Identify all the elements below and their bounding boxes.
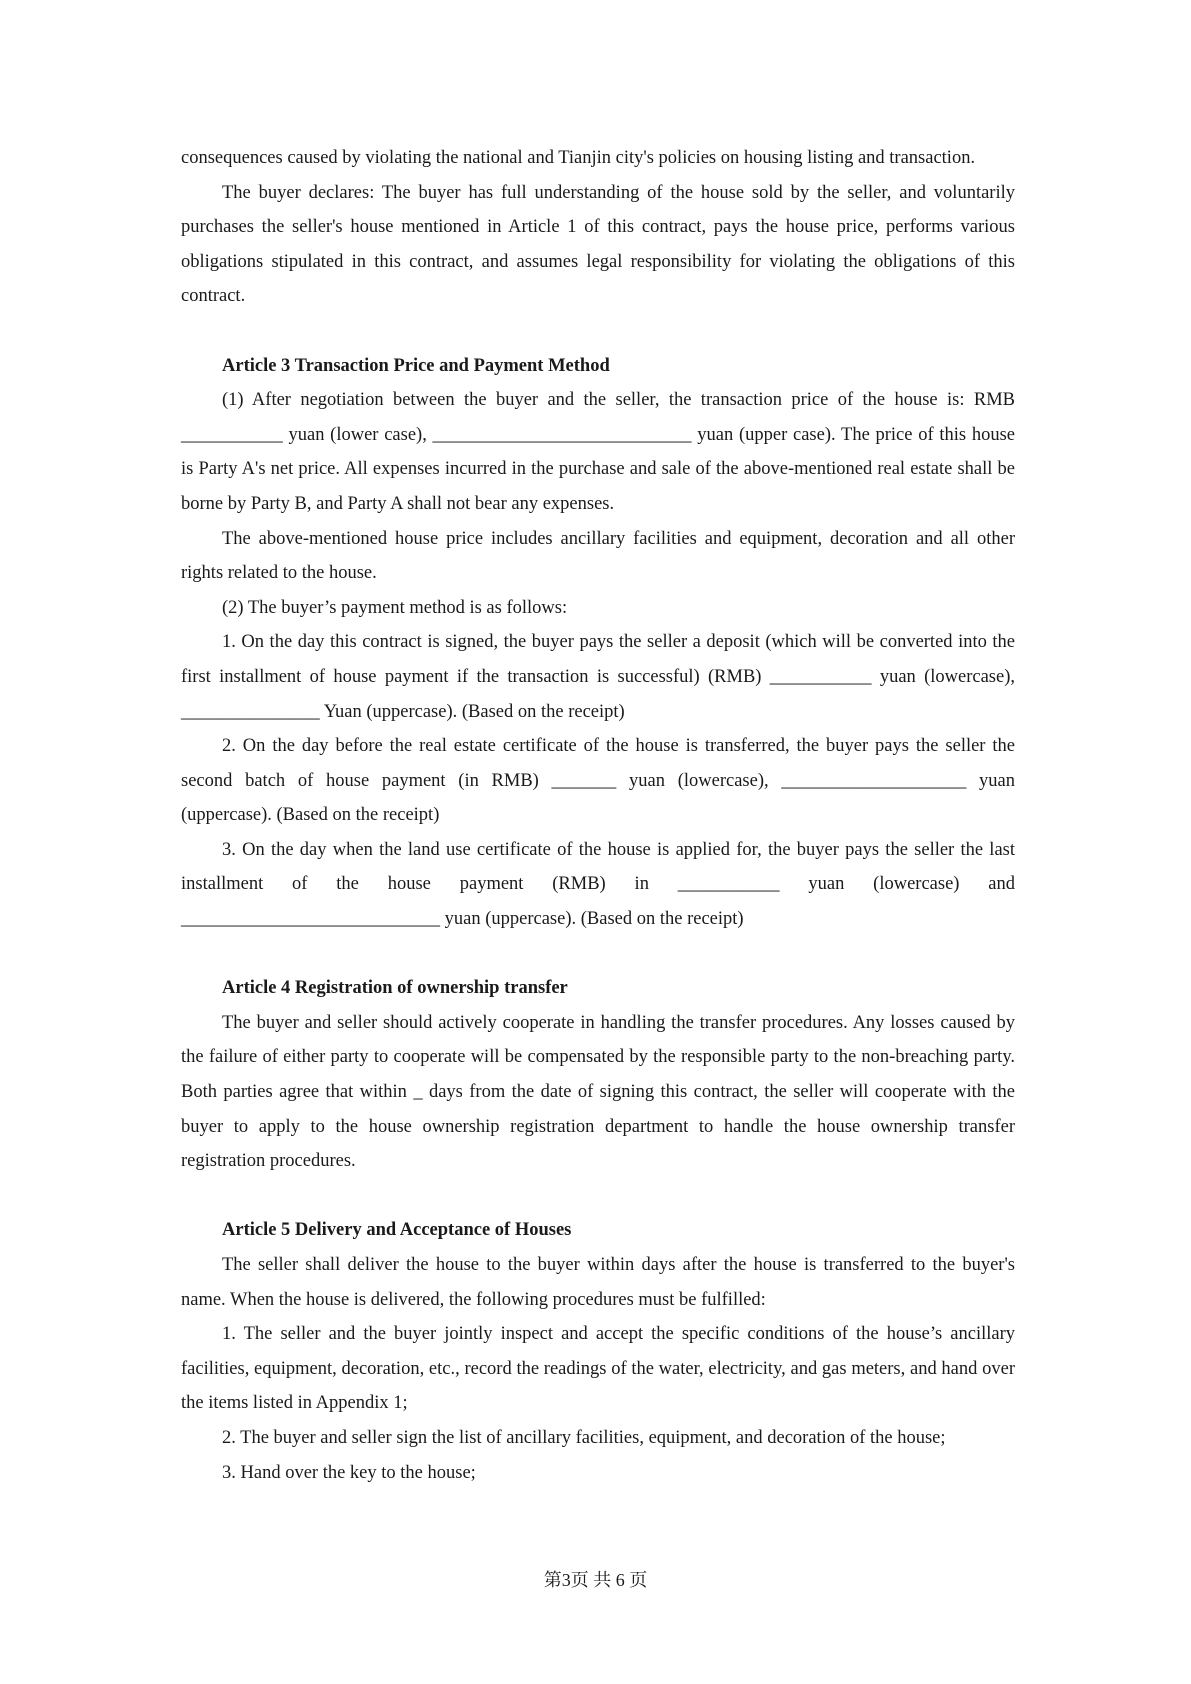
page-number-footer: 第3页 共 6 页 xyxy=(543,1570,648,1590)
buyer-declaration-paragraph: The buyer declares: The buyer has full understanding of the house sold by the seller, and voluntarily purchases the seller's house mentioned in Article 1 of this contract, pays the house price, performs various obligations stipulated in this contract, and assumes legal responsibility for violating the obligations of this contract. xyxy=(181,182,1015,307)
continuation-paragraph: consequences caused by violating the national and Tianjin city's policies on housing listing and transaction. xyxy=(181,148,976,168)
article-3-paragraph-1: (1) After negotiation between the buyer and the seller, the transaction price of the house is: RMB ___________ yuan (lower case), ____________________________ yuan (upper case). The price of this house is Party A's net price. All expenses incurred in the purchase and sale of the above-mentioned real estate shall be borne by Party B, and Party A shall not bear any expenses. xyxy=(181,390,1015,514)
article-5-paragraph-3: 2. The buyer and seller sign the list of ancillary facilities, equipment, and decoration of the house; xyxy=(222,1427,946,1448)
article-3-paragraph-2: The above-mentioned house price includes ancillary facilities and equipment, decoration and all other rights related to the house. xyxy=(181,528,1015,584)
article-3-paragraph-4: 1. On the day this contract is signed, the buyer pays the seller a deposit (which will be converted into the first installment of house payment if the transaction is successful) (RMB) ___________ yuan (lowercase), _______________ Yuan (uppercase). (Based on the receipt) xyxy=(181,632,1015,722)
article-4-heading: Article 4 Registration of ownership transfer xyxy=(222,978,568,999)
article-5-paragraph-2: 1. The seller and the buyer jointly inspect and accept the specific conditions of the house’s ancillary facilities, equipment, decoration, etc., record the readings of the water, electricity, and gas meters, and hand over the items listed in Appendix 1; xyxy=(181,1324,1015,1414)
article-3-paragraph-3: (2) The buyer’s payment method is as follows: xyxy=(222,597,568,618)
article-5-paragraph-1: The seller shall deliver the house to the buyer within days after the house is transferred to the buyer's name. When the house is delivered, the following procedures must be fulfilled: xyxy=(181,1255,1015,1310)
article-4-paragraph-1: The buyer and seller should actively cooperate in handling the transfer procedures. Any losses caused by the failure of either party to cooperate will be compensated by the responsible party to the non-breaching party. Both parties agree that within _ days from the date of signing this contract, the seller will cooperate with the buyer to apply to the house ownership registration department to handle the house ownership transfer registration procedures. xyxy=(181,1012,1015,1172)
article-5-heading: Article 5 Delivery and Acceptance of Houses xyxy=(222,1220,572,1241)
page-body xyxy=(181,141,1015,1490)
article-3-paragraph-6: 3. On the day when the land use certificate of the house is applied for, the buyer pays the seller the last installment of the house payment (RMB) in ___________ yuan (lowercase) and ____________________________ yuan (uppercase). (Based on the receipt) xyxy=(181,839,1015,930)
article-3-paragraph-5: 2. On the day before the real estate certificate of the house is transferred, the buyer pays the seller the second batch of house payment (in RMB) _______ yuan (lowercase), ____________________ yuan (uppercase). (Based on the receipt) xyxy=(181,736,1015,826)
article-5-paragraph-4: 3. Hand over the key to the house; xyxy=(222,1462,476,1483)
article-3-heading: Article 3 Transaction Price and Payment Method xyxy=(222,355,610,376)
